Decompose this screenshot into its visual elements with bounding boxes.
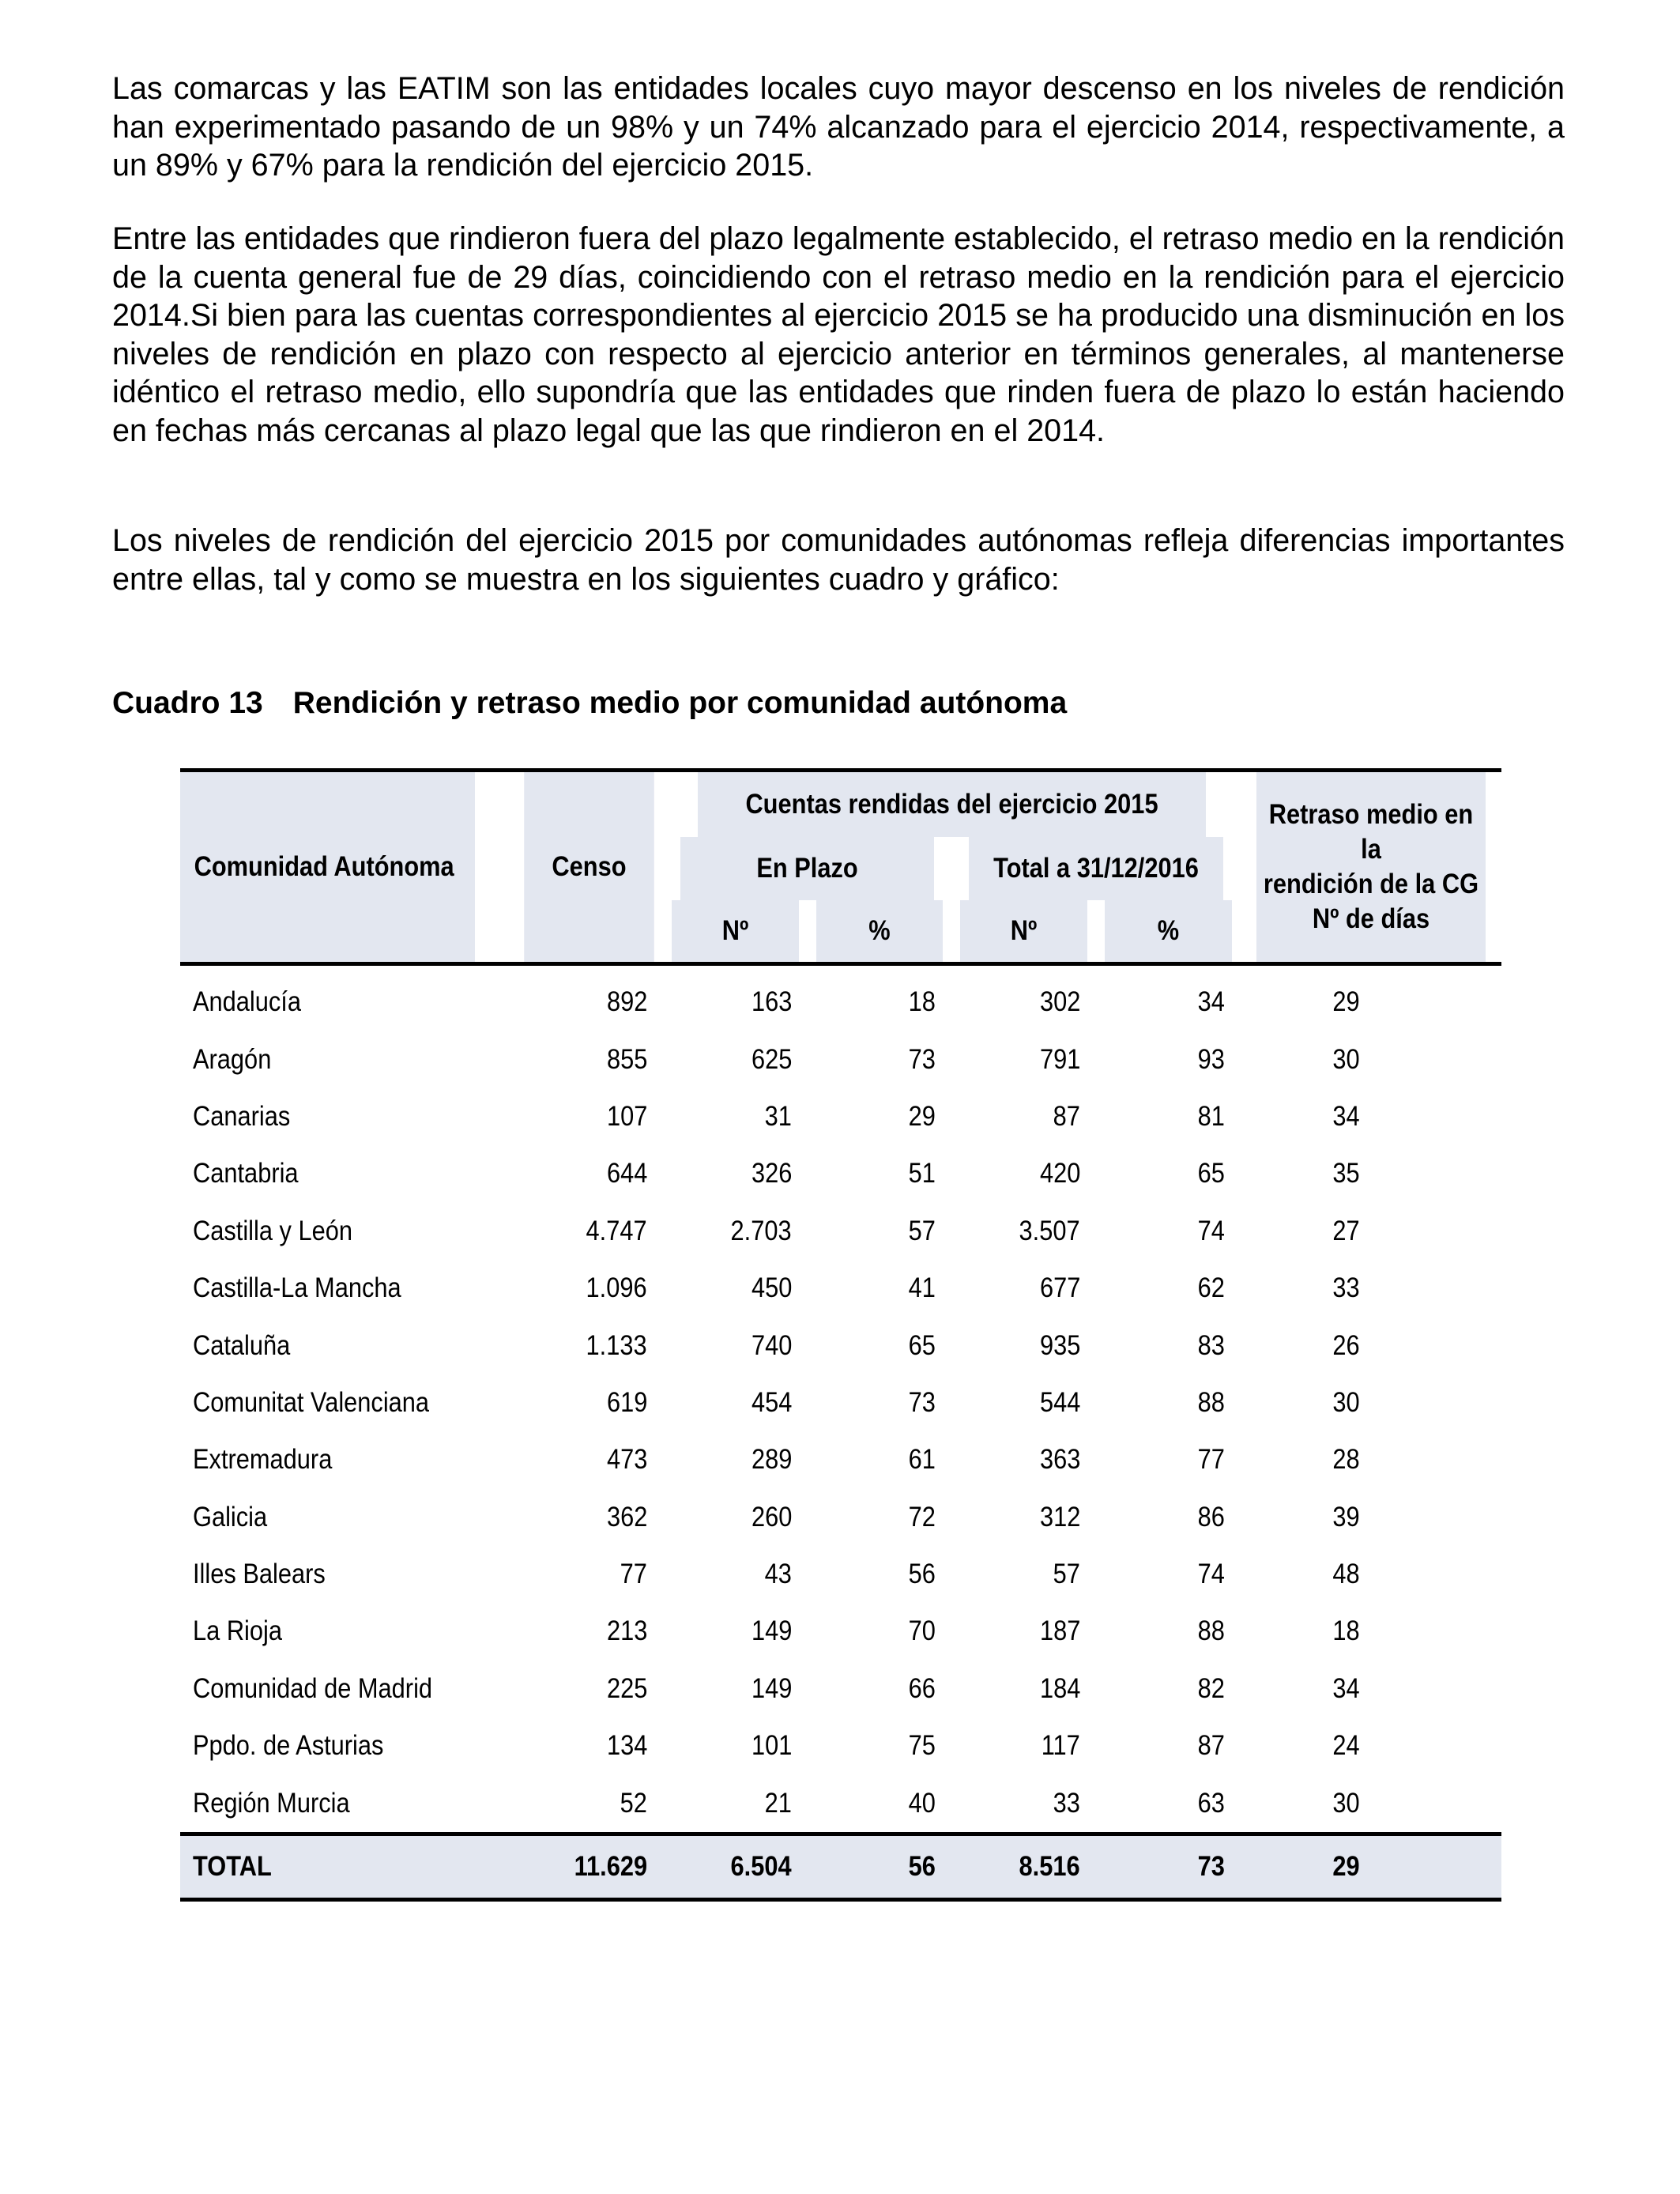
cell-plazo-pct: 70 — [908, 1615, 936, 1647]
cell-plazo-pct: 56 — [908, 1559, 936, 1590]
cell-total-pct: 88 — [1197, 1615, 1226, 1647]
cell-plazo-pct: 61 — [908, 1444, 936, 1476]
cell-comunidad: Cantabria — [193, 1158, 299, 1189]
cell-retraso: 30 — [1332, 1386, 1360, 1418]
cell-censo: 855 — [606, 1043, 647, 1075]
cell-total-pct: 63 — [1197, 1787, 1226, 1819]
total-censo: 11.629 — [574, 1850, 647, 1882]
cell-comunidad: Illes Balears — [193, 1559, 326, 1590]
cell-comunidad: Ppdo. de Asturias — [193, 1730, 384, 1762]
cell-plazo-n: 149 — [751, 1672, 792, 1704]
cell-plazo-n: 31 — [764, 1100, 792, 1132]
table-row — [180, 1031, 1501, 1088]
table-row — [180, 1661, 1501, 1717]
table-row — [180, 1774, 1501, 1834]
cell-censo: 225 — [606, 1672, 647, 1704]
cell-total-n: 302 — [1039, 986, 1080, 1018]
cell-censo: 1.133 — [586, 1329, 647, 1361]
table-row — [180, 1603, 1501, 1660]
cell-plazo-pct: 57 — [908, 1215, 936, 1246]
cell-retraso: 39 — [1332, 1501, 1360, 1532]
cell-total-pct: 86 — [1197, 1501, 1226, 1532]
cell-comunidad: Castilla-La Mancha — [193, 1272, 401, 1304]
cell-plazo-n: 43 — [764, 1559, 792, 1590]
table-body — [180, 964, 1501, 1834]
cell-plazo-n: 454 — [751, 1386, 792, 1418]
cell-comunidad: La Rioja — [193, 1615, 283, 1647]
cell-plazo-pct: 73 — [908, 1043, 936, 1075]
cell-total-n: 187 — [1039, 1615, 1080, 1647]
cell-total-pct: 74 — [1197, 1215, 1226, 1246]
cell-censo: 134 — [606, 1730, 647, 1762]
cell-plazo-n: 450 — [751, 1272, 792, 1304]
cell-total-pct: 93 — [1197, 1043, 1226, 1075]
cell-comunidad: Cataluña — [193, 1329, 291, 1361]
header-censo: Censo — [524, 771, 654, 964]
cell-censo: 107 — [606, 1100, 647, 1132]
cell-plazo-n: 625 — [751, 1043, 792, 1075]
cell-retraso: 48 — [1332, 1559, 1360, 1590]
cell-total-n: 33 — [1053, 1787, 1080, 1819]
cell-retraso: 34 — [1332, 1100, 1360, 1132]
cell-comunidad: Canarias — [193, 1100, 291, 1132]
cell-comunidad: Comunidad de Madrid — [193, 1672, 433, 1704]
total-total-pct: 73 — [1197, 1850, 1226, 1882]
cell-plazo-pct: 18 — [908, 986, 936, 1018]
rendicion-table — [180, 768, 1501, 1902]
caption-label: Cuadro 13 — [112, 686, 263, 720]
table-row — [180, 1546, 1501, 1603]
total-plazo-pct: 56 — [908, 1850, 936, 1882]
total-retraso: 29 — [1332, 1850, 1360, 1882]
paragraph-comunidades: Los niveles de rendición del ejercicio 2015 por comunidades autónomas refleja diferencias importantes entre ellas, tal y como se muestra en los siguientes cuadro y gráfico: — [112, 523, 1565, 597]
cell-plazo-n: 260 — [751, 1501, 792, 1532]
cell-plazo-pct: 73 — [908, 1386, 936, 1418]
cell-retraso: 28 — [1332, 1444, 1360, 1476]
cell-total-n: 117 — [1041, 1730, 1080, 1762]
cell-comunidad: Castilla y León — [193, 1215, 353, 1246]
cell-total-n: 791 — [1039, 1043, 1080, 1075]
cell-censo: 77 — [620, 1559, 647, 1590]
table-row — [180, 1260, 1501, 1317]
total-plazo-n: 6.504 — [730, 1850, 792, 1882]
cell-total-pct: 34 — [1197, 986, 1226, 1018]
cell-total-pct: 87 — [1197, 1730, 1226, 1762]
cell-censo: 52 — [620, 1787, 647, 1819]
table-row — [180, 1717, 1501, 1774]
table-row — [180, 1489, 1501, 1546]
cell-plazo-n: 149 — [751, 1615, 792, 1647]
cell-comunidad: Extremadura — [193, 1444, 333, 1476]
cell-censo: 619 — [606, 1386, 647, 1418]
cell-retraso: 30 — [1332, 1787, 1360, 1819]
cell-total-n: 420 — [1039, 1158, 1080, 1189]
cell-total-n: 57 — [1053, 1559, 1080, 1590]
cell-plazo-n: 289 — [751, 1444, 792, 1476]
total-label: TOTAL — [193, 1850, 272, 1882]
total-total-n: 8.516 — [1019, 1850, 1080, 1882]
cell-total-pct: 77 — [1197, 1444, 1226, 1476]
cell-comunidad: Aragón — [193, 1043, 272, 1075]
cell-plazo-pct: 65 — [908, 1329, 936, 1361]
cell-total-n: 312 — [1039, 1501, 1080, 1532]
cell-plazo-n: 2.703 — [730, 1215, 792, 1246]
cell-censo: 892 — [606, 986, 647, 1018]
table-row — [180, 1145, 1501, 1202]
cell-plazo-pct: 40 — [908, 1787, 936, 1819]
cell-plazo-pct: 41 — [908, 1272, 936, 1304]
cell-plazo-pct: 75 — [908, 1730, 936, 1762]
cell-plazo-pct: 66 — [908, 1672, 936, 1704]
header-en-plazo: En Plazo — [680, 837, 934, 900]
cell-retraso: 35 — [1332, 1158, 1360, 1189]
header-plazo-n: Nº — [672, 900, 799, 964]
cell-total-n: 544 — [1039, 1386, 1080, 1418]
cell-total-n: 3.507 — [1019, 1215, 1080, 1246]
header-total-fecha: Total a 31/12/2016 — [969, 837, 1223, 900]
cell-censo: 473 — [606, 1444, 647, 1476]
header-plazo-pct: % — [816, 900, 943, 964]
cell-censo: 644 — [606, 1158, 647, 1189]
cell-plazo-pct: 51 — [908, 1158, 936, 1189]
cell-total-n: 184 — [1039, 1672, 1080, 1704]
cell-retraso: 34 — [1332, 1672, 1360, 1704]
cell-retraso: 33 — [1332, 1272, 1360, 1304]
cell-censo: 1.096 — [586, 1272, 647, 1304]
cell-total-pct: 88 — [1197, 1386, 1226, 1418]
table-header — [180, 771, 1501, 964]
cell-total-pct: 65 — [1197, 1158, 1226, 1189]
cell-total-pct: 81 — [1197, 1100, 1226, 1132]
cell-retraso: 24 — [1332, 1730, 1360, 1762]
header-cuentas-rendidas: Cuentas rendidas del ejercicio 2015 — [698, 771, 1206, 838]
paragraph-comarcas: Las comarcas y las EATIM son las entidades locales cuyo mayor descenso en los niveles de rendición han experimentado pasando de un 98% y un 74% alcanzado para el ejercicio 2014, respectivamente, a un 89% y 67% para la rendición del ejercicio 2015. — [112, 71, 1565, 183]
table-caption — [112, 686, 1067, 721]
cell-retraso: 29 — [1332, 986, 1360, 1018]
cell-total-n: 935 — [1039, 1329, 1080, 1361]
cell-retraso: 27 — [1332, 1215, 1360, 1246]
cell-comunidad: Comunitat Valenciana — [193, 1386, 430, 1418]
cell-plazo-pct: 72 — [908, 1501, 936, 1532]
cell-retraso: 26 — [1332, 1329, 1360, 1361]
cell-retraso: 30 — [1332, 1043, 1360, 1075]
table-row — [180, 1317, 1501, 1374]
table-total-row — [180, 1834, 1501, 1899]
table-row — [180, 1431, 1501, 1488]
header-retraso-medio: Retraso medio en la rendición de la CG Nº de días — [1256, 771, 1486, 964]
cell-censo: 4.747 — [586, 1215, 647, 1246]
cell-censo: 213 — [606, 1615, 647, 1647]
cell-plazo-n: 101 — [751, 1730, 792, 1762]
table-row — [180, 1203, 1501, 1260]
header-total-n: Nº — [960, 900, 1087, 964]
caption-title: Rendición y retraso medio por comunidad autónoma — [292, 686, 1068, 720]
cell-plazo-n: 163 — [751, 986, 792, 1018]
cell-comunidad: Galicia — [193, 1501, 268, 1532]
cell-total-pct: 83 — [1197, 1329, 1226, 1361]
cell-total-pct: 62 — [1197, 1272, 1226, 1304]
cell-retraso: 18 — [1332, 1615, 1360, 1647]
cell-comunidad: Región Murcia — [193, 1787, 350, 1819]
cell-total-n: 363 — [1039, 1444, 1080, 1476]
cell-comunidad: Andalucía — [193, 986, 301, 1018]
paragraph-retraso-medio: Entre las entidades que rindieron fuera del plazo legalmente establecido, el retraso medio en la rendición de la cuenta general fue de 29 días, coincidiendo con el retraso medio en la rendición para el ejercicio 2014.Si bien para las cuentas correspondientes al ejercicio 2015 se ha producido una disminución en los niveles de rendición en plazo con respecto al ejercicio anterior en términos generales, al mantenerse idéntico el retraso medio, ello supondría que las entidades que rinden fuera de plazo lo están haciendo en fechas más cercanas al plazo legal que las que rindieron en el 2014. — [112, 221, 1565, 448]
cell-total-pct: 82 — [1197, 1672, 1226, 1704]
cell-plazo-pct: 29 — [908, 1100, 936, 1132]
table-row — [180, 1374, 1501, 1431]
cell-plazo-n: 740 — [751, 1329, 792, 1361]
table-row — [180, 964, 1501, 1031]
header-total-pct: % — [1105, 900, 1232, 964]
cell-total-pct: 74 — [1197, 1559, 1226, 1590]
cell-plazo-n: 326 — [751, 1158, 792, 1189]
header-comunidad: Comunidad Autónoma — [180, 771, 475, 964]
cell-censo: 362 — [606, 1501, 647, 1532]
cell-plazo-n: 21 — [764, 1787, 792, 1819]
table-row — [180, 1088, 1501, 1145]
cell-total-n: 677 — [1039, 1272, 1080, 1304]
cell-total-n: 87 — [1053, 1100, 1080, 1132]
